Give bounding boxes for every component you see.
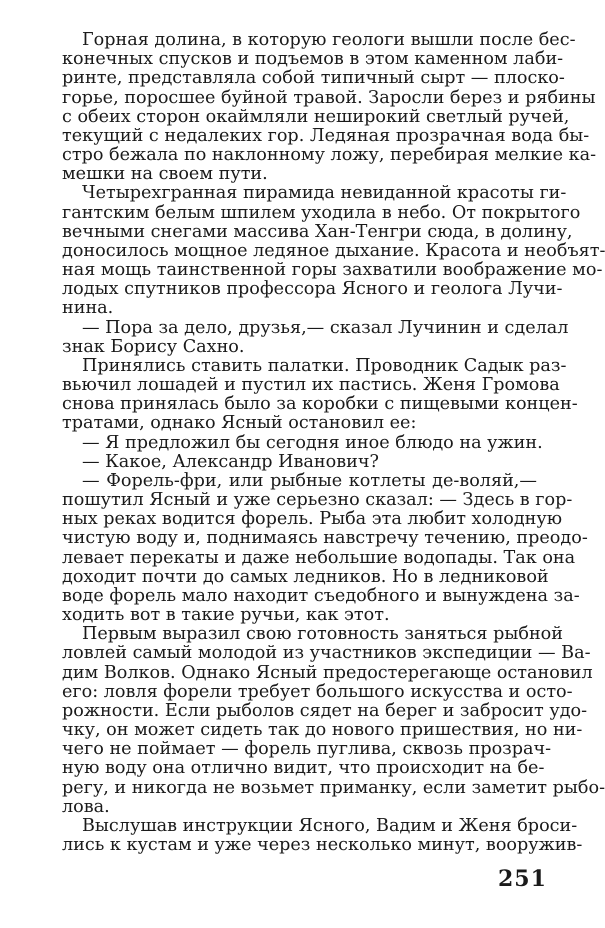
text-line: ную воду она отлично видит, что происходит на бе- <box>62 758 545 778</box>
text-line: снова принялась было за коробки с пищевыми концен- <box>62 394 578 414</box>
text-line: — Пора за дело, друзья,— сказал Лучинин и сделал <box>82 318 569 338</box>
text-line: горье, поросшее буйной травой. Заросли берез и рябины <box>62 88 596 108</box>
text-line: тратами, однако Ясный остановил ее: <box>62 413 417 433</box>
text-line: лись к кустам и уже через несколько минут, вооружив- <box>62 835 583 855</box>
text-line: ловлей самый молодой из участников экспедиции — Ва- <box>62 643 591 663</box>
text-line: ходить вот в такие ручьи, как этот. <box>62 605 390 625</box>
text-line: вечными снегами массива Хан-Тенгри сюда, в долину, <box>62 222 573 242</box>
text-line: нина. <box>62 298 114 318</box>
text-line: ная мощь таинственной горы захватили воображение мо- <box>62 260 603 280</box>
text-line: Принялись ставить палатки. Проводник Садык раз- <box>82 356 567 376</box>
text-line: Горная долина, в которую геологи вышли после бес- <box>82 30 576 50</box>
text-line: чистую воду и, поднимаясь навстречу течению, преодо- <box>62 528 588 548</box>
text-line: дим Волков. Однако Ясный предостерегающе остановил <box>62 663 593 683</box>
text-line: — Форель-фри, или рыбные котлеты де-воляй,— <box>82 471 537 491</box>
page-number: 251 <box>498 866 547 892</box>
text-line: регу, и никогда не возьмет приманку, если заметит рыбо- <box>62 778 605 798</box>
text-line: вьючил лошадей и пустил их пастись. Женя Громова <box>62 375 560 395</box>
text-line: чку, он может сидеть так до нового пришествия, но ни- <box>62 720 583 740</box>
text-line: лова. <box>62 797 110 817</box>
text-line: конечных спусков и подъемов в этом каменном лаби- <box>62 49 564 69</box>
text-line: доходит почти до самых ледников. Но в ледниковой <box>62 567 549 587</box>
text-line: ных реках водится форель. Рыба эта любит холодную <box>62 509 563 529</box>
text-line: доносилось мощное ледяное дыхание. Красота и необъят- <box>62 241 605 261</box>
text-line: пошутил Ясный и уже серьезно сказал: — Здесь в гор- <box>62 490 573 510</box>
text-line: рожности. Если рыболов сядет на берег и забросит удо- <box>62 701 588 721</box>
text-line: левает перекаты и даже небольшие водопады. Так она <box>62 548 576 568</box>
text-line: воде форель мало находит съедобного и вынуждена за- <box>62 586 580 606</box>
text-line: Выслушав инструкции Ясного, Вадим и Женя броси- <box>82 816 578 836</box>
text-line: — Я предложил бы сегодня иное блюдо на ужин. <box>82 433 543 453</box>
text-line: текущий с недалеких гор. Ледяная прозрачная вода бы- <box>62 126 590 146</box>
text-line: — Какое, Александр Иванович? <box>82 452 379 472</box>
text-line: с обеих сторон окаймляли неширокий светлый ручей, <box>62 107 570 127</box>
text-line: чего не поймает — форель пуглива, сквозь прозрач- <box>62 739 552 759</box>
text-line: лодых спутников профессора Ясного и геолога Лучи- <box>62 279 563 299</box>
text-line: стро бежала по наклонному ложу, перебирая мелкие ка- <box>62 145 597 165</box>
text-line: его: ловля форели требует большого искусства и осто- <box>62 682 573 702</box>
text-line: гантским белым шпилем уходила в небо. От покрытого <box>62 203 581 223</box>
text-line: Первым выразил свою готовность заняться рыбной <box>82 624 564 644</box>
text-line: мешки на своем пути. <box>62 164 268 184</box>
text-line: Четырехгранная пирамида невиданной красоты ги- <box>82 183 567 203</box>
text-line: знак Борису Сахно. <box>62 337 245 357</box>
text-line: ринте, представляла собой типичный сырт — плоско- <box>62 68 565 88</box>
